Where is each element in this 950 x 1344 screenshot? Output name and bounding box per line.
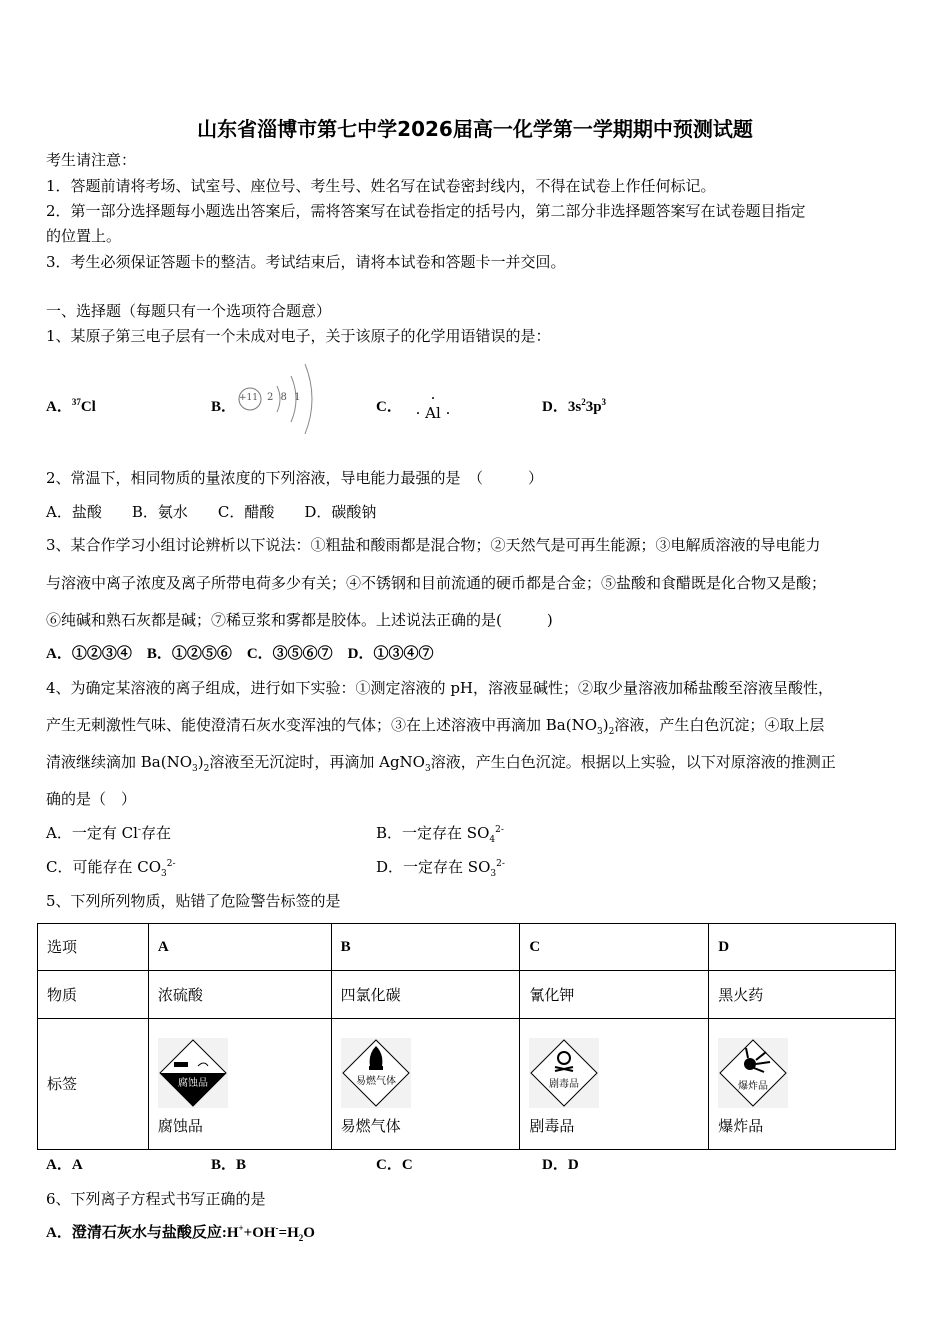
q1-option-a: A．$^{37}$Cl	[46, 397, 96, 415]
nucleus-charge: +11	[239, 393, 258, 403]
table-cell: 氰化钾	[520, 971, 709, 1019]
page-title: 山东省淄博市第七中学2026届高一化学第一学期期中预测试题	[197, 117, 753, 141]
label-caption: 爆炸品	[718, 1117, 764, 1135]
q5-option-d: D．D	[542, 1157, 579, 1173]
q4-option-d: D．一定存在 $SO_3^{2-}$	[376, 858, 505, 879]
label-caption: 腐蚀品	[157, 1117, 203, 1135]
notice-item: 的位置上。	[46, 227, 122, 245]
q5-option-a: A．A	[46, 1157, 83, 1173]
q4-option-b: B．一定存在 $SO_4^{2-}$	[376, 824, 504, 845]
table-header: B	[331, 924, 520, 971]
q4-option-a: A．一定有 Cl-存在	[46, 824, 171, 842]
notice-item: 2．第一部分选择题每小题选出答案后，需将答案写在试卷指定的括号内，第二部分非选择题答案写在试卷题目指定	[46, 202, 806, 220]
table-row	[38, 1019, 896, 1150]
flammable-gas-hazard-icon	[341, 1038, 411, 1108]
question-4-line: 确的是（ ）	[46, 790, 137, 808]
question-4-line: 清液继续滴加 $Ba(NO_3)_2$溶液至无沉淀时，再滴加 AgNO$_3$溶液，产生白色沉淀。根据以上实验，以下对原溶液的推测正	[46, 753, 836, 774]
explosive-hazard-icon	[718, 1038, 788, 1108]
table-cell: 四氯化碳	[331, 971, 520, 1019]
q6-option-a: A．澄清石灰水与盐酸反应$:H^++OH^-=H_2O$	[46, 1223, 315, 1243]
table-cell: 浓硫酸	[148, 971, 331, 1019]
question-1-stem: 1、某原子第三电子层有一个未成对电子，关于该原子的化学用语错误的是：	[46, 327, 551, 345]
table-header: C	[520, 924, 709, 971]
table-header: 选项	[38, 924, 149, 971]
svg-text:腐蚀品: 腐蚀品	[177, 1078, 208, 1089]
question-4-line: 4、为确定某溶液的离子组成，进行如下实验：①测定溶液的 pH，溶液显碱性；②取少量溶液加稀盐酸至溶液呈酸性，	[46, 679, 833, 697]
question-2-stem: 2、常温下，相同物质的量浓度的下列溶液，导电能力最强的是 （ ）	[46, 469, 544, 487]
notice-item: 1．答题前请将考场、试室号、座位号、考生号、姓名写在试卷密封线内，不得在试卷上作任何标记。	[46, 177, 716, 195]
element-symbol: Al	[425, 404, 441, 422]
table-header: A	[148, 924, 331, 971]
electron-dot-al: · · Al ·	[408, 393, 458, 423]
table-header: D	[709, 924, 896, 971]
hazard-label-table	[37, 923, 896, 1150]
q3-options: A．①②③④ B．①②⑤⑥ C．③⑤⑥⑦ D．①③④⑦	[46, 646, 434, 662]
q5-option-b: B．B	[211, 1157, 247, 1173]
table-row	[38, 971, 896, 1019]
corrosive-hazard-icon	[158, 1038, 228, 1108]
q1-option-d: D．$3s^23p^3$	[542, 397, 607, 415]
q5-option-c: C．C	[376, 1157, 413, 1173]
q1-option-c-label: C．	[376, 399, 402, 415]
shell-electrons: 2 8 1	[267, 392, 303, 403]
label-caption: 剧毒品	[529, 1117, 575, 1135]
table-cell: 黑火药	[709, 971, 896, 1019]
question-4-line: 产生无刺激性气味、能使澄清石灰水变浑浊的气体；③在上述溶液中再滴加 $Ba(NO_3)_2$溶液，产生白色沉淀；④取上层	[46, 716, 825, 737]
table-cell: 标签	[38, 1019, 149, 1150]
electron-dot: ·	[430, 389, 436, 407]
svg-text:剧毒品: 剧毒品	[549, 1079, 580, 1090]
atomic-structure-diagram	[237, 358, 327, 440]
question-3-line: ⑥纯碱和熟石灰都是碱；⑦稀豆浆和雾都是胶体。上述说法正确的是( )	[46, 611, 553, 629]
label-caption: 易燃气体	[340, 1117, 401, 1135]
notice-item: 3．考生必须保证答题卡的整洁。考试结束后，请将本试卷和答题卡一并交回。	[46, 253, 566, 271]
svg-text:易燃气体: 易燃气体	[355, 1076, 396, 1087]
table-cell	[709, 1019, 896, 1150]
table-cell	[148, 1019, 331, 1150]
table-cell	[331, 1019, 520, 1150]
table-cell	[520, 1019, 709, 1150]
section-heading: 一、选择题（每题只有一个选项符合题意）	[46, 302, 332, 320]
question-6-stem: 6、下列离子方程式书写正确的是	[46, 1190, 266, 1208]
notice-heading: 考生请注意：	[46, 151, 137, 169]
question-5-stem: 5、下列所列物质，贴错了危险警告标签的是	[46, 892, 341, 910]
q2-options: A．盐酸 B．氨水 C．醋酸 D．碳酸钠	[46, 503, 377, 521]
table-cell: 物质	[38, 971, 149, 1019]
q1-option-b-label: B．	[211, 399, 237, 415]
toxic-hazard-icon	[529, 1038, 599, 1108]
svg-text:爆炸品: 爆炸品	[738, 1081, 769, 1092]
question-3-line: 3、某合作学习小组讨论辨析以下说法：①粗盐和酸雨都是混合物；②天然气是可再生能源；③电解质溶液的导电能力	[46, 536, 821, 554]
q4-option-c: C．可能存在 $CO_3^{2-}$	[46, 858, 176, 879]
question-3-line: 与溶液中离子浓度及离子所带电荷多少有关；④不锈钢和目前流通的硬币都是合金；⑤盐酸和食醋既是化合物又是酸；	[46, 574, 827, 592]
table-row	[38, 924, 896, 971]
